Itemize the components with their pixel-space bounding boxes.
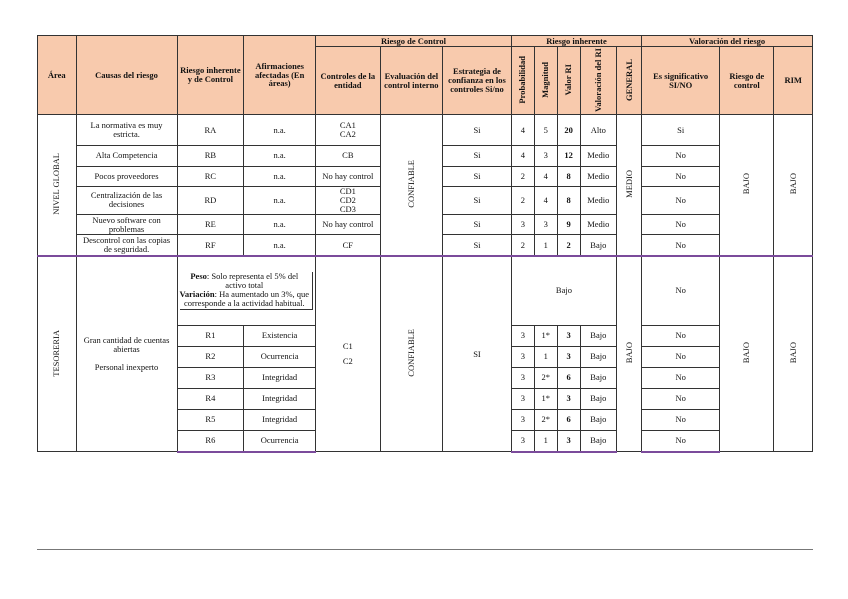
cause-cell-treasury [76,256,177,452]
header-affirmations: Afirmaciones afectadas (En áreas) [244,36,316,115]
header-control-risk: Riesgo de control [720,47,774,115]
significant-cell: No [642,166,720,187]
note-weight-text: : Solo representa el 5% del activo total [206,270,299,290]
code-cell: R4 [177,388,244,409]
affirm-cell: n.a. [244,235,316,256]
cause-text-2: Personal inexperto [94,361,159,372]
value-cell: 6 [557,367,580,388]
value-cell: 3 [557,388,580,409]
header-control-eval: Evaluación del control interno [380,47,442,115]
mag-cell: 1* [534,388,557,409]
strategy-cell: Si [443,187,512,215]
mag-cell: 3 [534,146,557,167]
code-cell: RC [177,166,244,187]
affirm-cell: Integridad [244,367,316,388]
significant-cell: No [642,214,720,235]
controls-cell: CF [316,235,381,256]
prob-cell: 3 [511,430,534,452]
significant-cell: No [642,430,720,452]
area-cell-global: NIVEL GLOBAL [38,115,77,256]
strategy-cell: Si [443,115,512,146]
code-cell: RE [177,214,244,235]
mag-cell: 5 [534,115,557,146]
mag-cell: 1 [534,430,557,452]
header-trust-strategy: Estrategia de confianza en los controles Si/no [443,47,512,115]
valuation-cell: Bajo [580,409,616,430]
header-group-control: Riesgo de Control [316,36,512,47]
affirm-cell: Integridad [244,388,316,409]
note-valuation-cell: Bajo [511,256,616,326]
area-cell-treasury: TESORERIA [38,256,77,452]
note-cell [177,256,316,326]
valuation-cell: Alto [580,115,616,146]
note-variation-label: Variación [179,288,215,299]
value-cell: 9 [557,214,580,235]
code-cell: RB [177,146,244,167]
risk-matrix-table [37,35,813,453]
code-cell: RA [177,115,244,146]
mag-cell: 1 [534,346,557,367]
prob-cell: 3 [511,346,534,367]
prob-cell: 4 [511,146,534,167]
prob-cell: 3 [511,214,534,235]
control-risk-cell-global: BAJO [720,115,774,256]
strategy-cell: Si [443,166,512,187]
valuation-cell: Medio [580,146,616,167]
value-cell: 3 [557,325,580,346]
significant-cell: No [642,235,720,256]
code-cell: R1 [177,325,244,346]
significant-cell: No [642,388,720,409]
valuation-cell: Medio [580,166,616,187]
valuation-cell: Bajo [580,346,616,367]
header-rim: RIM [774,47,813,115]
valuation-cell: Bajo [580,367,616,388]
significant-cell: No [642,346,720,367]
value-cell: 2 [557,235,580,256]
code-cell: R3 [177,367,244,388]
valuation-cell: Bajo [580,430,616,452]
valuation-cell: Medio [580,214,616,235]
prob-cell: 3 [511,388,534,409]
table-row [38,256,813,326]
prob-cell: 2 [511,235,534,256]
note-variation-text: : Ha aumentado un 3%, que corresponde a la actividad habitual. [184,288,310,308]
eval-cell-global: CONFIABLE [380,115,442,256]
significant-cell: No [642,256,720,326]
controls-cell: No hay control [316,166,381,187]
code-cell: R2 [177,346,244,367]
strategy-cell: Si [443,146,512,167]
affirm-cell: Existencia [244,325,316,346]
significant-cell: Si [642,115,720,146]
controls-cell: No hay control [316,214,381,235]
eval-cell-treasury: CONFIABLE [380,256,442,452]
cause-text-1: Gran cantidad de cuentas abiertas [83,335,170,355]
significant-cell: No [642,367,720,388]
prob-cell: 2 [511,187,534,215]
footer-divider [37,549,813,550]
table-row [38,115,813,146]
strategy-cell-treasury: SI [443,256,512,452]
mag-cell: 1 [534,235,557,256]
value-cell: 8 [557,187,580,215]
general-cell-global: MEDIO [617,115,642,256]
header-probability: Probabilidad [511,47,534,115]
strategy-cell: Si [443,214,512,235]
header-ri-valuation: Valoración del RI [580,47,616,115]
affirm-cell: Ocurrencia [244,430,316,452]
cause-cell: Nuevo software con problemas [76,214,177,235]
mag-cell: 2* [534,367,557,388]
header-entity-controls: Controles de la entidad [316,47,381,115]
significant-cell: No [642,409,720,430]
valuation-cell: Bajo [580,235,616,256]
code-cell: RF [177,235,244,256]
header-area: Área [38,36,77,115]
value-cell: 3 [557,346,580,367]
affirm-cell: n.a. [244,146,316,167]
header-inherent-control: Riesgo inherente y de Control [177,36,244,115]
value-cell: 3 [557,430,580,452]
prob-cell: 3 [511,325,534,346]
value-cell: 6 [557,409,580,430]
header-general: GENERAL [617,47,642,115]
cause-cell: La normativa es muy estricta. [76,115,177,146]
code-cell: R6 [177,430,244,452]
prob-cell: 4 [511,115,534,146]
header-magnitude: Magnitud [534,47,557,115]
mag-cell: 4 [534,166,557,187]
valuation-cell: Medio [580,187,616,215]
code-cell: RD [177,187,244,215]
strategy-cell: Si [443,235,512,256]
mag-cell: 2* [534,409,557,430]
mag-cell: 3 [534,214,557,235]
header-ri-value: Valor RI [557,47,580,115]
note-weight-label: Peso [190,270,207,281]
control-risk-cell-treasury: BAJO [720,256,774,452]
valuation-cell: Bajo [580,388,616,409]
header-causes: Causas del riesgo [76,36,177,115]
cause-cell: Centralización de las decisiones [76,187,177,215]
rim-cell-treasury: BAJO [774,256,813,452]
header-group-inherent: Riesgo inherente [511,36,641,47]
controls-cell: CA1 CA2 [316,115,381,146]
rim-cell-global: BAJO [774,115,813,256]
value-cell: 20 [557,115,580,146]
significant-cell: No [642,325,720,346]
valuation-cell: Bajo [580,325,616,346]
significant-cell: No [642,187,720,215]
prob-cell: 3 [511,409,534,430]
cause-cell: Alta Competencia [76,146,177,167]
value-cell: 8 [557,166,580,187]
code-cell: R5 [177,409,244,430]
prob-cell: 3 [511,367,534,388]
affirm-cell: n.a. [244,214,316,235]
controls-cell-treasury: C1 C2 [316,256,381,452]
value-cell: 12 [557,146,580,167]
controls-cell: CD1 CD2 CD3 [316,187,381,215]
affirm-cell: Ocurrencia [244,346,316,367]
affirm-cell: n.a. [244,166,316,187]
cause-cell: Descontrol con las copias de seguridad. [76,235,177,256]
general-cell-treasury: BAJO [617,256,642,452]
mag-cell: 4 [534,187,557,215]
prob-cell: 2 [511,166,534,187]
controls-cell: CB [316,146,381,167]
cause-cell: Pocos proveedores [76,166,177,187]
significant-cell: No [642,146,720,167]
header-significant: Es significativo SI/NO [642,47,720,115]
mag-cell: 1* [534,325,557,346]
header-group-valuation: Valoración del riesgo [642,36,813,47]
affirm-cell: n.a. [244,187,316,215]
affirm-cell: n.a. [244,115,316,146]
affirm-cell: Integridad [244,409,316,430]
